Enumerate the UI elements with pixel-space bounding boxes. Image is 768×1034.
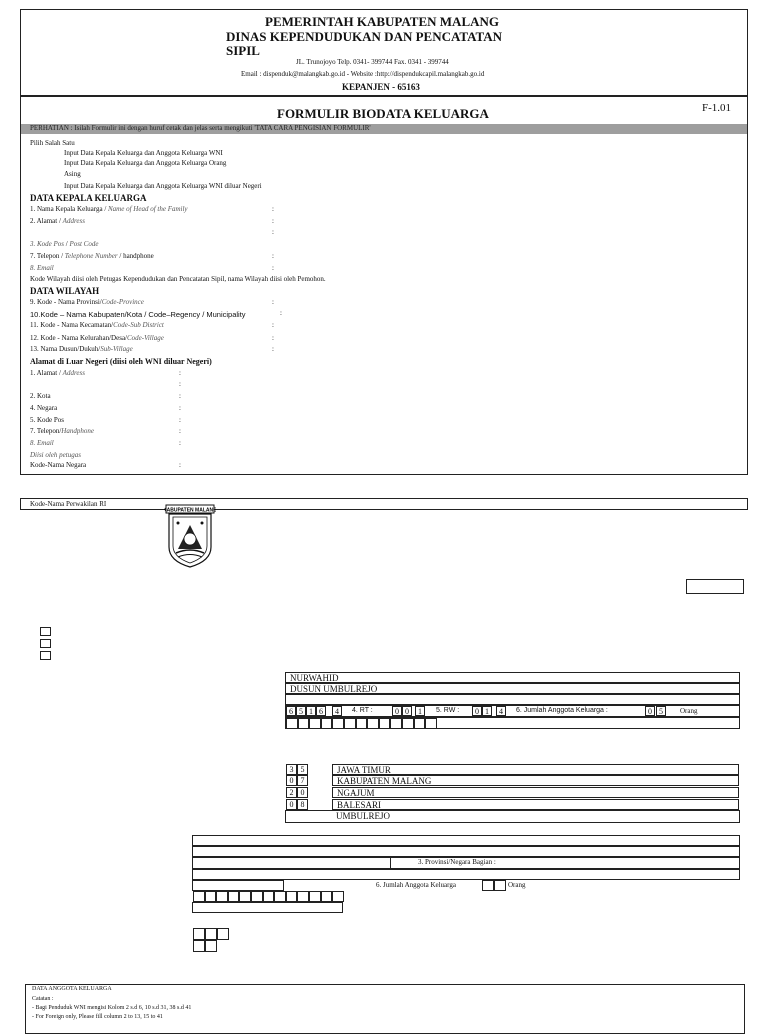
label-diisi-petugas: Diisi oleh petugas [30,451,81,459]
choice-label: Pilih Salah Satu [30,139,75,147]
colon-17: : [179,439,181,447]
colon-8: : [272,321,274,329]
luar-telepon-digit[interactable] [251,891,263,902]
desa-code-digit[interactable]: 8 [297,799,308,810]
kode-negara-digit[interactable] [217,928,229,940]
postcode-digit[interactable]: 6 [316,706,326,716]
header-address: JL. Trunojoyo Telp. 0341- 399744 Fax. 0341 - 399744 [296,58,449,66]
colon-2: : [272,217,274,225]
label-desa: 12. Kode - Nama Kelurahan/Desa/Code-Village [30,334,164,342]
colon-18: : [179,461,181,469]
checkbox-option-luar-negeri[interactable] [40,651,51,660]
section-data-wilayah: DATA WILAYAH [30,286,100,296]
postcode-digit[interactable]: 5 [296,706,306,716]
colon-11: : [179,369,181,377]
input-luar-kodepos[interactable] [192,880,284,891]
label-perwakilan: Kode-Nama Perwakilan RI [30,500,107,508]
luar-telepon-digit[interactable] [239,891,251,902]
form-title: FORMULIR BIODATA KELUARGA [277,106,489,121]
luar-telepon-digit[interactable] [297,891,309,902]
kec-code-digit[interactable]: 0 [297,787,308,798]
colon-9: : [272,334,274,342]
telepon-digit[interactable] [344,718,356,729]
label-luar-telepon: 7. Telepon/Handphone [30,427,94,435]
input-kecamatan[interactable]: NGAJUM [332,787,739,798]
colon-14: : [179,404,181,412]
section-luar-negeri: Alamat di Luar Negeri (diisi oleh WNI diluar Negeri) [30,357,212,366]
checkbox-option-wni[interactable] [40,627,51,636]
telepon-digit[interactable] [367,718,379,729]
telepon-digit[interactable] [379,718,391,729]
prov-code-digit[interactable]: 3 [286,764,297,775]
colon-1: : [272,205,274,213]
label-email: 8. Email [30,264,54,272]
rt-label: 4. RT : [352,707,373,714]
input-luar-alamat-2[interactable] [192,846,740,857]
postcode-digit[interactable]: 6 [286,706,296,716]
choice-option-2: Input Data Kepala Keluarga dan Anggota Keluarga Orang [64,159,227,167]
colon-5: : [272,264,274,272]
input-luar-email[interactable] [192,902,343,913]
choice-option-3: Input Data Kepala Keluarga dan Anggota Keluarga WNI diluar Negeri [64,182,262,190]
label-kabupaten: 10.Kode – Nama Kabupaten/Kota / Code–Regency / Municipality [30,310,246,319]
rw-digit[interactable]: 4 [496,706,506,716]
postcode-digit[interactable]: 4 [332,706,342,716]
kec-code-digit[interactable]: 2 [286,787,297,798]
anggota-note-1: - Bagi Penduduk WNI mengisi Kolom 2 s.d 6, 10 s.d 31, 38 s.d 41 [32,1005,192,1011]
label-luar-email: 8. Email [30,439,54,447]
luar-telepon-digit[interactable] [228,891,240,902]
kode-negara-digit[interactable] [205,928,217,940]
luar-jumlah-digit[interactable] [494,880,506,891]
colon-7: : [280,309,282,317]
jumlah-label: 6. Jumlah Anggota Keluarga : [516,707,608,714]
input-alamat[interactable]: DUSUN UMBULREJO [285,683,740,694]
kode-negara-digit[interactable] [205,940,217,952]
input-luar-alamat[interactable] [192,835,740,846]
svg-text:KABUPATEN MALANG: KABUPATEN MALANG [164,507,216,514]
luar-telepon-digit[interactable] [309,891,321,902]
luar-telepon-digit[interactable] [274,891,286,902]
header-contact: Email : dispenduk@malangkab.go.id - Website :http://dispendukcapil.malangkab.go.id [241,70,485,78]
kode-negara-digit[interactable] [193,928,205,940]
rt-digit[interactable]: 1 [415,706,425,716]
luar-divider [390,857,391,869]
label-kodepos: 3. Kode Pos / Post Code [30,240,99,248]
colon-15: : [179,416,181,424]
label-luar-kota: 2. Kota [30,392,51,400]
header-agency-cont: SIPIL [226,43,260,58]
luar-telepon-digit[interactable] [193,891,205,902]
rt-digit[interactable]: 0 [392,706,402,716]
luar-telepon-digit[interactable] [286,891,298,902]
telepon-digit[interactable] [356,718,368,729]
label-luar-kodepos: 5. Kode Pos [30,416,65,424]
rt-digit[interactable]: 0 [402,706,412,716]
luar-telepon-digit[interactable] [216,891,228,902]
choice-option-2-cont: Asing [64,170,81,178]
form-code: F-1.01 [702,102,732,114]
telepon-digit[interactable] [402,718,414,729]
rw-digit[interactable]: 1 [482,706,492,716]
label-kecamatan: 11. Kode - Nama Kecamatan/Code-Sub District [30,321,164,329]
prov-code-digit[interactable]: 5 [297,764,308,775]
kab-code-digit[interactable]: 0 [286,775,297,786]
luar-jumlah-digit[interactable] [482,880,494,891]
label-kode-negara: Kode-Nama Negara [30,461,87,469]
telepon-digit[interactable] [321,718,333,729]
perwakilan-box [20,498,748,510]
colon-12: : [179,380,181,388]
label-luar-provinsi: 3. Provinsi/Negara Bagian : [418,858,496,866]
telepon-digit[interactable] [414,718,426,729]
telepon-digit[interactable] [298,718,310,729]
input-dusun[interactable]: UMBULREJO [285,810,740,823]
rw-digit[interactable]: 0 [472,706,482,716]
section-kepala-keluarga: DATA KEPALA KELUARGA [30,193,147,203]
telepon-digit[interactable] [286,718,298,729]
luar-telepon-digit[interactable] [205,891,217,902]
desa-code-digit[interactable]: 0 [286,799,297,810]
luar-telepon-digit[interactable] [321,891,333,902]
header-government: PEMERINTAH KABUPATEN MALANG [265,14,499,29]
label-alamat: 2. Alamat / Address [30,217,85,225]
anggota-note-2: - For Foreign only, Please fill column 2 to 13, 15 to 41 [32,1014,163,1020]
notice-text: PERHATIAN : Isilah Formulir ini dengan huruf cetak dan jelas serta mengikuti 'TATA CARA PENGISIAN FORMULIR' [30,124,371,132]
form-number-box[interactable] [686,579,744,594]
kab-code-digit[interactable]: 7 [297,775,308,786]
colon-4: : [272,252,274,260]
label-luar-jumlah: 6. Jumlah Anggota Keluarga [376,881,456,889]
kabupaten-logo [164,503,216,569]
label-luar-alamat: 1. Alamat / Address [30,369,85,377]
orang-label: Orang [680,707,698,715]
choice-option-1: Input Data Kepala Keluarga dan Anggota Keluarga WNI [64,149,223,157]
input-kabupaten[interactable]: KABUPATEN MALANG [332,775,739,786]
jumlah-digit[interactable]: 5 [656,706,666,716]
wilayah-note: Kode Wilayah diisi oleh Petugas Kependudukan dan Pencatatan Sipil, nama Wilayah diisi oleh Pemohon. [30,275,326,283]
luar-telepon-digit[interactable] [263,891,275,902]
label-luar-orang: Orang [508,881,526,889]
input-alamat-2[interactable] [285,694,740,705]
kode-negara-digit[interactable] [193,940,205,952]
header-agency: DINAS KEPENDUDUKAN DAN PENCATATAN [226,29,503,44]
input-luar-kode[interactable] [192,869,740,880]
postcode-digit[interactable]: 1 [306,706,316,716]
luar-telepon-digit[interactable] [332,891,344,902]
label-luar-negara: 4. Negara [30,404,58,412]
checkbox-option-asing[interactable] [40,639,51,648]
jumlah-digit[interactable]: 0 [645,706,655,716]
colon-3: : [272,228,274,236]
label-telepon: 7. Telepon / Telephone Number / handphone [30,252,154,260]
label-provinsi: 9. Kode - Nama Provinsi/Code-Province [30,298,144,306]
input-desa[interactable]: BALESARI [332,799,739,810]
anggota-catatan: Catatan : [32,996,54,1002]
telepon-digit[interactable] [425,718,437,729]
colon-10: : [272,345,274,353]
label-dusun: 13. Nama Dusun/Dukuh/Sub-Village [30,345,133,353]
colon-6: : [272,298,274,306]
telepon-digit[interactable] [390,718,402,729]
rw-label: 5. RW : [436,707,460,714]
telepon-digit[interactable] [309,718,321,729]
colon-16: : [179,427,181,435]
header-city: KEPANJEN - 65163 [342,82,420,92]
input-provinsi[interactable]: JAWA TIMUR [332,764,739,775]
telepon-digit[interactable] [332,718,344,729]
anggota-title: DATA ANGGOTA KELUARGA [32,986,112,992]
label-nama-kk: 1. Nama Kepala Keluarga / Name of Head of the Family [30,205,188,213]
input-nama-kk[interactable]: NURWAHID [285,672,740,683]
colon-13: : [179,392,181,400]
